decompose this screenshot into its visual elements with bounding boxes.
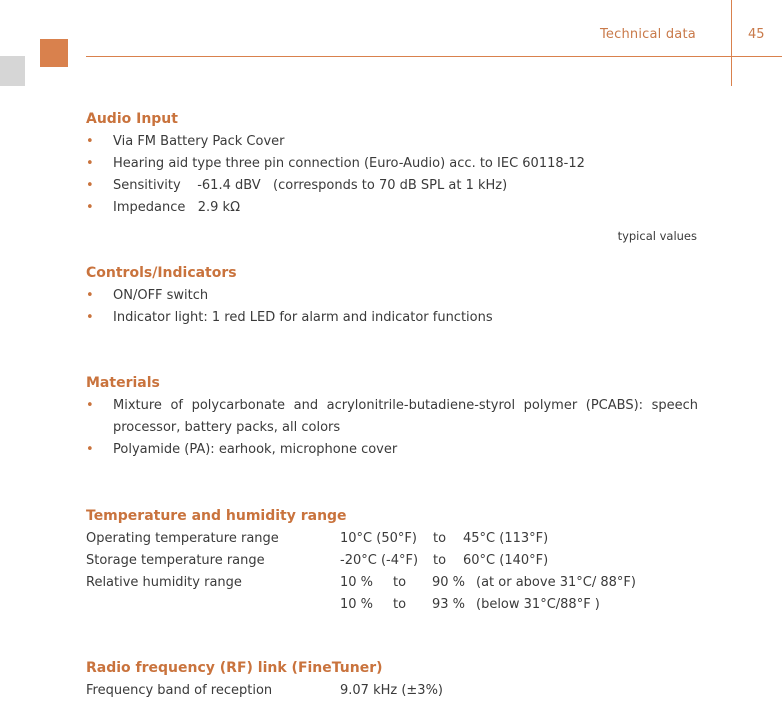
spec-to-word: to: [433, 531, 447, 546]
materials-item-text: Mixture of polycarbonate and acrylonitrile-butadiene-styrol polymer (PCABS): speech processor, battery packs, all colors: [113, 398, 698, 435]
bullet-icon: •: [86, 442, 94, 457]
typical-values-note: typical values: [617, 229, 697, 243]
section-title-materials: Materials: [86, 375, 160, 391]
spec-label: Storage temperature range: [86, 553, 265, 568]
spec-note: (below 31°C/88°F ): [476, 597, 600, 612]
spec-to: 90 %: [432, 575, 466, 590]
bullet-icon: •: [86, 200, 94, 215]
spec-to-word: to: [393, 575, 407, 590]
section-title-temperature: Temperature and humidity range: [86, 508, 347, 524]
spec-to: 93 %: [432, 597, 466, 612]
spec-label: Operating temperature range: [86, 531, 279, 546]
spec-value: 9.07 kHz (±3%): [340, 683, 443, 698]
page-number: 45: [748, 27, 765, 42]
spec-from: 10 %: [340, 575, 374, 590]
section-title-audio-input: Audio Input: [86, 111, 178, 127]
spec-to: 60°C (140°F): [463, 553, 549, 568]
running-head: Technical data: [600, 27, 696, 42]
bullet-icon: •: [86, 156, 94, 171]
bullet-icon: •: [86, 178, 94, 193]
section-title-radio: Radio frequency (RF) link (FineTuner): [86, 660, 383, 676]
spec-to-word: to: [433, 553, 447, 568]
bullet-icon: •: [86, 310, 94, 325]
page-edge-tab: [0, 56, 25, 86]
spec-label: Frequency band of reception: [86, 683, 273, 698]
accent-square: [40, 39, 68, 67]
spec-note: (at or above 31°C/ 88°F): [476, 575, 636, 590]
spec-from: 10°C (50°F): [340, 531, 417, 546]
header-rule: [86, 56, 782, 57]
bullet-icon: •: [86, 288, 94, 303]
bullet-icon: •: [86, 398, 94, 413]
spec-to-word: to: [393, 597, 407, 612]
header-divider: [731, 0, 732, 86]
spec-to: 45°C (113°F): [463, 531, 549, 546]
spec-from: 10 %: [340, 597, 374, 612]
section-title-controls: Controls/Indicators: [86, 265, 237, 281]
spec-from: -20°C (-4°F): [340, 553, 419, 568]
spec-label: Relative humidity range: [86, 575, 242, 590]
bullet-icon: •: [86, 134, 94, 149]
